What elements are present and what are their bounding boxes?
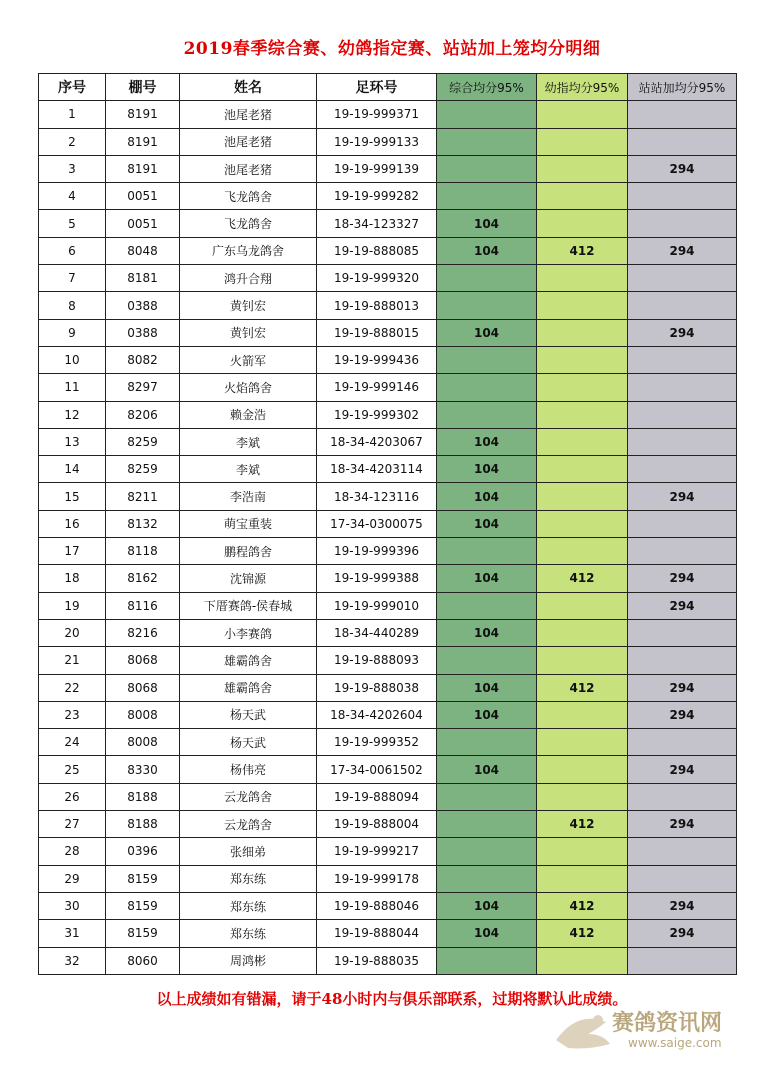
cell-composite — [437, 292, 537, 319]
cell-name: 杨天武 — [180, 729, 317, 756]
cell-composite — [437, 592, 537, 619]
cell-ring: 19-19-999436 — [317, 346, 437, 373]
cell-composite: 104 — [437, 237, 537, 264]
cell-loft: 8068 — [106, 647, 180, 674]
col-header-station: 站站加均分95% — [628, 74, 737, 101]
cell-young: 412 — [537, 892, 628, 919]
table-row — [39, 892, 737, 919]
cell-loft: 8132 — [106, 510, 180, 537]
cell-ring: 18-34-4203114 — [317, 456, 437, 483]
cell-young — [537, 729, 628, 756]
cell-station: 294 — [628, 920, 737, 947]
cell-name: 李浩南 — [180, 483, 317, 510]
cell-ring: 19-19-888004 — [317, 811, 437, 838]
cell-index: 15 — [39, 483, 106, 510]
cell-index: 23 — [39, 701, 106, 728]
cell-name: 小李赛鸽 — [180, 619, 317, 646]
table-row — [39, 510, 737, 537]
footer-note: 以上成绩如有错漏，请于48小时内与俱乐部联系，过期将默认此成绩。 — [156, 990, 628, 1008]
cell-name: 沈锦源 — [180, 565, 317, 592]
cell-composite — [437, 538, 537, 565]
table-row — [39, 265, 737, 292]
cell-composite — [437, 647, 537, 674]
cell-index: 20 — [39, 619, 106, 646]
table-row — [39, 756, 737, 783]
cell-composite — [437, 101, 537, 128]
cell-loft: 8162 — [106, 565, 180, 592]
cell-station: 294 — [628, 811, 737, 838]
cell-index: 21 — [39, 647, 106, 674]
cell-ring: 19-19-999371 — [317, 101, 437, 128]
cell-index: 19 — [39, 592, 106, 619]
cell-station — [628, 128, 737, 155]
table-row — [39, 947, 737, 974]
cell-name: 杨伟亮 — [180, 756, 317, 783]
cell-young — [537, 756, 628, 783]
page-title: 2019春季综合赛、幼鸽指定赛、站站加上笼均分明细 — [183, 39, 601, 59]
cell-ring: 19-19-999139 — [317, 155, 437, 182]
cell-name: 云龙鸽舍 — [180, 783, 317, 810]
cell-composite: 104 — [437, 456, 537, 483]
cell-ring: 19-19-888015 — [317, 319, 437, 346]
cell-ring: 19-19-888046 — [317, 892, 437, 919]
cell-loft: 8188 — [106, 811, 180, 838]
table-row — [39, 865, 737, 892]
cell-composite — [437, 865, 537, 892]
cell-station — [628, 783, 737, 810]
cell-name: 李斌 — [180, 428, 317, 455]
table-row — [39, 838, 737, 865]
cell-station — [628, 346, 737, 373]
cell-composite: 104 — [437, 210, 537, 237]
table-row — [39, 456, 737, 483]
cell-ring: 18-34-4203067 — [317, 428, 437, 455]
cell-loft: 8188 — [106, 783, 180, 810]
cell-loft: 8181 — [106, 265, 180, 292]
cell-young: 412 — [537, 811, 628, 838]
cell-name: 萌宝重装 — [180, 510, 317, 537]
cell-name: 郑东练 — [180, 865, 317, 892]
cell-loft: 8159 — [106, 920, 180, 947]
table-row — [39, 101, 737, 128]
cell-index: 31 — [39, 920, 106, 947]
cell-ring: 19-19-999178 — [317, 865, 437, 892]
cell-ring: 19-19-999396 — [317, 538, 437, 565]
cell-station: 294 — [628, 155, 737, 182]
cell-station — [628, 210, 737, 237]
cell-young — [537, 183, 628, 210]
table-row — [39, 210, 737, 237]
cell-station — [628, 265, 737, 292]
cell-index: 14 — [39, 456, 106, 483]
cell-young — [537, 155, 628, 182]
cell-loft: 0051 — [106, 183, 180, 210]
cell-ring: 17-34-0061502 — [317, 756, 437, 783]
cell-name: 下厝赛鸽-侯春城 — [180, 592, 317, 619]
cell-index: 5 — [39, 210, 106, 237]
cell-station — [628, 538, 737, 565]
cell-station — [628, 183, 737, 210]
cell-loft: 8191 — [106, 128, 180, 155]
cell-young — [537, 428, 628, 455]
cell-index: 2 — [39, 128, 106, 155]
cell-ring: 19-19-999133 — [317, 128, 437, 155]
cell-index: 9 — [39, 319, 106, 346]
cell-loft: 8008 — [106, 729, 180, 756]
table-row — [39, 783, 737, 810]
cell-young — [537, 346, 628, 373]
cell-composite — [437, 128, 537, 155]
cell-index: 3 — [39, 155, 106, 182]
cell-young: 412 — [537, 674, 628, 701]
cell-ring: 19-19-888038 — [317, 674, 437, 701]
table-row — [39, 483, 737, 510]
cell-young — [537, 701, 628, 728]
cell-name: 张细弟 — [180, 838, 317, 865]
table-row — [39, 729, 737, 756]
cell-name: 飞龙鸽舍 — [180, 210, 317, 237]
cell-young — [537, 947, 628, 974]
cell-station: 294 — [628, 701, 737, 728]
cell-composite — [437, 155, 537, 182]
cell-loft: 8082 — [106, 346, 180, 373]
cell-loft: 8259 — [106, 456, 180, 483]
cell-ring: 19-19-888013 — [317, 292, 437, 319]
cell-young: 412 — [537, 565, 628, 592]
cell-name: 郑东练 — [180, 920, 317, 947]
cell-loft: 0051 — [106, 210, 180, 237]
cell-composite — [437, 947, 537, 974]
cell-loft: 8118 — [106, 538, 180, 565]
cell-station: 294 — [628, 565, 737, 592]
cell-composite — [437, 838, 537, 865]
table-row — [39, 674, 737, 701]
cell-ring: 19-19-888035 — [317, 947, 437, 974]
cell-young: 412 — [537, 237, 628, 264]
table-row — [39, 237, 737, 264]
cell-composite — [437, 265, 537, 292]
table-body — [39, 101, 737, 975]
cell-station — [628, 729, 737, 756]
cell-station — [628, 619, 737, 646]
table-row — [39, 401, 737, 428]
cell-composite — [437, 374, 537, 401]
results-table — [38, 73, 737, 975]
table-row — [39, 592, 737, 619]
cell-index: 16 — [39, 510, 106, 537]
cell-young — [537, 538, 628, 565]
cell-loft: 8191 — [106, 101, 180, 128]
cell-index: 30 — [39, 892, 106, 919]
cell-young — [537, 374, 628, 401]
cell-ring: 18-34-4202604 — [317, 701, 437, 728]
cell-index: 22 — [39, 674, 106, 701]
cell-station — [628, 838, 737, 865]
col-header-index: 序号 — [39, 74, 106, 101]
cell-loft: 8297 — [106, 374, 180, 401]
table-row — [39, 920, 737, 947]
cell-index: 13 — [39, 428, 106, 455]
cell-composite — [437, 729, 537, 756]
cell-composite: 104 — [437, 428, 537, 455]
cell-name: 雄霸鸽舍 — [180, 674, 317, 701]
cell-ring: 19-19-888044 — [317, 920, 437, 947]
cell-index: 11 — [39, 374, 106, 401]
cell-ring: 18-34-123116 — [317, 483, 437, 510]
cell-composite: 104 — [437, 920, 537, 947]
cell-loft: 8116 — [106, 592, 180, 619]
cell-station — [628, 647, 737, 674]
cell-loft: 8191 — [106, 155, 180, 182]
table-row — [39, 374, 737, 401]
cell-name: 飞龙鸽舍 — [180, 183, 317, 210]
cell-name: 杨天武 — [180, 701, 317, 728]
cell-station: 294 — [628, 892, 737, 919]
table-row — [39, 811, 737, 838]
cell-composite: 104 — [437, 674, 537, 701]
cell-composite: 104 — [437, 619, 537, 646]
cell-index: 32 — [39, 947, 106, 974]
cell-name: 广东乌龙鸽舍 — [180, 237, 317, 264]
table-row — [39, 565, 737, 592]
cell-young — [537, 865, 628, 892]
cell-index: 29 — [39, 865, 106, 892]
cell-name: 鸿升合翔 — [180, 265, 317, 292]
cell-composite — [437, 783, 537, 810]
cell-name: 云龙鸽舍 — [180, 811, 317, 838]
cell-ring: 19-19-999388 — [317, 565, 437, 592]
cell-loft: 8159 — [106, 865, 180, 892]
cell-young — [537, 456, 628, 483]
cell-station: 294 — [628, 237, 737, 264]
cell-young — [537, 128, 628, 155]
cell-loft: 8206 — [106, 401, 180, 428]
cell-name: 黄钊宏 — [180, 292, 317, 319]
cell-index: 7 — [39, 265, 106, 292]
cell-name: 火焰鸽舍 — [180, 374, 317, 401]
cell-ring: 19-19-999146 — [317, 374, 437, 401]
cell-young — [537, 265, 628, 292]
cell-composite: 104 — [437, 701, 537, 728]
cell-station — [628, 456, 737, 483]
cell-young — [537, 401, 628, 428]
cell-index: 26 — [39, 783, 106, 810]
cell-composite — [437, 401, 537, 428]
cell-loft: 0388 — [106, 292, 180, 319]
cell-loft: 8259 — [106, 428, 180, 455]
table-row — [39, 538, 737, 565]
cell-loft: 8008 — [106, 701, 180, 728]
cell-station: 294 — [628, 674, 737, 701]
table-row — [39, 619, 737, 646]
cell-name: 池尾老猪 — [180, 128, 317, 155]
table-row — [39, 428, 737, 455]
cell-name: 周鸿彬 — [180, 947, 317, 974]
cell-name: 池尾老猪 — [180, 155, 317, 182]
cell-name: 李斌 — [180, 456, 317, 483]
cell-young — [537, 510, 628, 537]
cell-composite: 104 — [437, 756, 537, 783]
cell-station — [628, 401, 737, 428]
cell-young: 412 — [537, 920, 628, 947]
col-header-name: 姓名 — [180, 74, 317, 101]
cell-composite — [437, 811, 537, 838]
cell-young — [537, 647, 628, 674]
cell-young — [537, 210, 628, 237]
cell-ring: 19-19-999320 — [317, 265, 437, 292]
table-row — [39, 292, 737, 319]
cell-young — [537, 292, 628, 319]
cell-young — [537, 319, 628, 346]
cell-composite: 104 — [437, 565, 537, 592]
cell-station: 294 — [628, 319, 737, 346]
col-header-composite: 综合均分95% — [437, 74, 537, 101]
cell-loft: 8216 — [106, 619, 180, 646]
cell-loft: 8060 — [106, 947, 180, 974]
cell-composite: 104 — [437, 892, 537, 919]
cell-name: 雄霸鸽舍 — [180, 647, 317, 674]
table-row — [39, 183, 737, 210]
cell-index: 24 — [39, 729, 106, 756]
col-header-young: 幼指均分95% — [537, 74, 628, 101]
table-row — [39, 128, 737, 155]
cell-ring: 19-19-999302 — [317, 401, 437, 428]
cell-composite: 104 — [437, 319, 537, 346]
cell-ring: 17-34-0300075 — [317, 510, 437, 537]
cell-station: 294 — [628, 756, 737, 783]
table-row — [39, 647, 737, 674]
cell-station: 294 — [628, 592, 737, 619]
cell-name: 赖金浩 — [180, 401, 317, 428]
cell-loft: 8211 — [106, 483, 180, 510]
cell-station — [628, 510, 737, 537]
cell-index: 12 — [39, 401, 106, 428]
table-row — [39, 701, 737, 728]
cell-index: 18 — [39, 565, 106, 592]
cell-index: 28 — [39, 838, 106, 865]
cell-ring: 19-19-888085 — [317, 237, 437, 264]
cell-station — [628, 947, 737, 974]
cell-name: 郑东练 — [180, 892, 317, 919]
cell-name: 池尾老猪 — [180, 101, 317, 128]
cell-young — [537, 619, 628, 646]
cell-loft: 8330 — [106, 756, 180, 783]
cell-name: 鹏程鸽舍 — [180, 538, 317, 565]
cell-ring: 19-19-888094 — [317, 783, 437, 810]
cell-station: 294 — [628, 483, 737, 510]
cell-loft: 8048 — [106, 237, 180, 264]
cell-station — [628, 428, 737, 455]
cell-index: 8 — [39, 292, 106, 319]
col-header-loft: 棚号 — [106, 74, 180, 101]
cell-ring: 18-34-440289 — [317, 619, 437, 646]
cell-ring: 19-19-999282 — [317, 183, 437, 210]
cell-station — [628, 865, 737, 892]
cell-station — [628, 101, 737, 128]
cell-name: 火箭军 — [180, 346, 317, 373]
table-row — [39, 319, 737, 346]
cell-ring: 19-19-999352 — [317, 729, 437, 756]
cell-index: 10 — [39, 346, 106, 373]
cell-ring: 19-19-999217 — [317, 838, 437, 865]
watermark-url: www.saige.com — [628, 1036, 722, 1050]
col-header-ring: 足环号 — [317, 74, 437, 101]
cell-loft: 0388 — [106, 319, 180, 346]
cell-station — [628, 292, 737, 319]
cell-composite: 104 — [437, 483, 537, 510]
cell-index: 4 — [39, 183, 106, 210]
cell-young — [537, 592, 628, 619]
cell-young — [537, 483, 628, 510]
cell-loft: 8159 — [106, 892, 180, 919]
cell-index: 25 — [39, 756, 106, 783]
cell-station — [628, 374, 737, 401]
table-row — [39, 155, 737, 182]
cell-index: 27 — [39, 811, 106, 838]
cell-loft: 0396 — [106, 838, 180, 865]
cell-composite — [437, 346, 537, 373]
cell-name: 黄钊宏 — [180, 319, 317, 346]
cell-ring: 19-19-999010 — [317, 592, 437, 619]
cell-ring: 18-34-123327 — [317, 210, 437, 237]
cell-index: 1 — [39, 101, 106, 128]
cell-young — [537, 101, 628, 128]
cell-index: 6 — [39, 237, 106, 264]
table-row — [39, 346, 737, 373]
cell-composite — [437, 183, 537, 210]
cell-young — [537, 838, 628, 865]
watermark-name: 赛鸽资讯网 — [612, 1011, 723, 1036]
cell-ring: 19-19-888093 — [317, 647, 437, 674]
header-row — [39, 74, 737, 101]
cell-loft: 8068 — [106, 674, 180, 701]
cell-index: 17 — [39, 538, 106, 565]
cell-composite: 104 — [437, 510, 537, 537]
cell-young — [537, 783, 628, 810]
